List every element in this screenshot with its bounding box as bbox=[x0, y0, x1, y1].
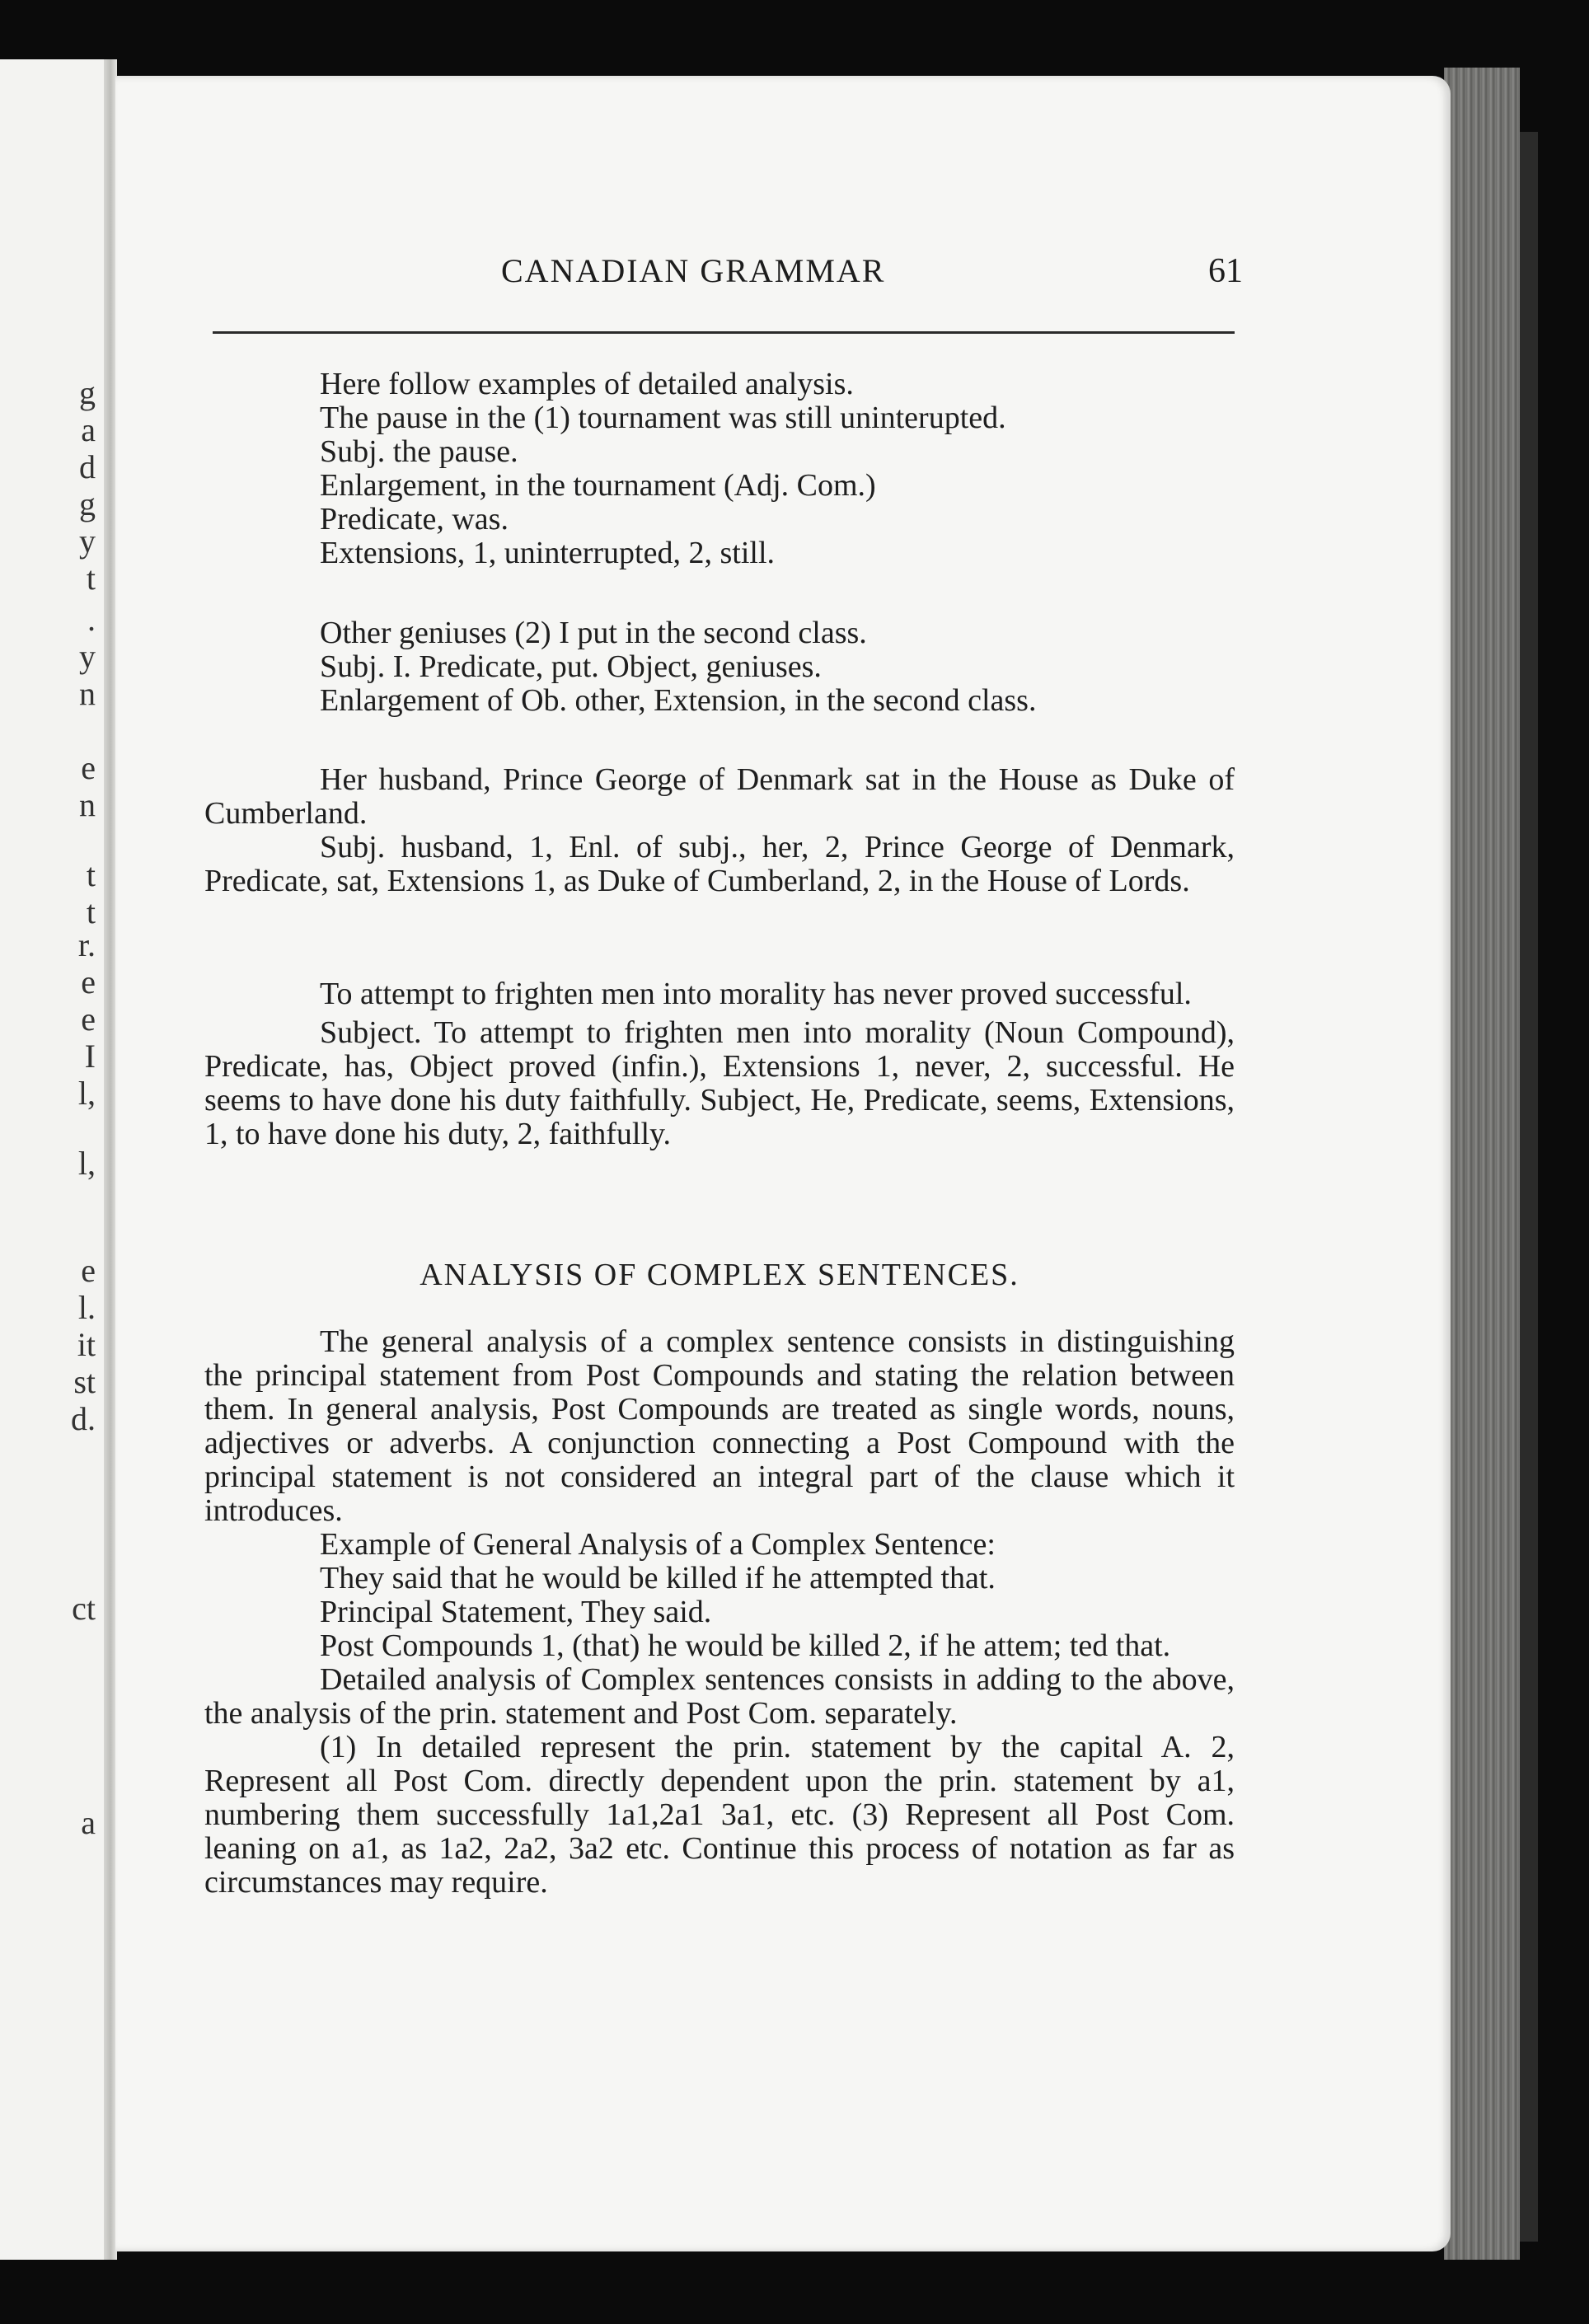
text-line: Extensions, 1, uninterrupted, 2, still. bbox=[320, 536, 776, 570]
facing-page-fragment: a bbox=[81, 1804, 96, 1841]
text-line: Subj. the pause. bbox=[320, 434, 518, 469]
facing-page-fragment: e bbox=[81, 1252, 96, 1289]
section-heading: ANALYSIS OF COMPLEX SENTENCES. bbox=[420, 1258, 1019, 1292]
running-head: CANADIAN GRAMMAR bbox=[501, 252, 886, 289]
example-detailed-analysis-1 bbox=[320, 368, 1243, 570]
facing-page-fragment: d bbox=[79, 448, 96, 485]
facing-page bbox=[0, 59, 109, 2260]
text-line: Subj. I. Predicate, put. Object, geniuses. bbox=[320, 649, 822, 684]
text-line: Predicate, was. bbox=[320, 502, 509, 536]
complex-sentences-body bbox=[204, 1325, 1235, 1900]
facing-page-fragment: it bbox=[77, 1326, 96, 1363]
facing-page-text-fragments bbox=[0, 59, 99, 2260]
page-edges bbox=[1444, 68, 1520, 2260]
example-detailed-analysis-3 bbox=[204, 763, 1235, 898]
facing-page-fragment: . bbox=[87, 601, 96, 638]
facing-page-fragment: n bbox=[79, 675, 96, 712]
post-compounds: Post Compounds 1, (that) he would be killed 2, if he attem; ted that. bbox=[320, 1628, 1171, 1663]
facing-page-fragment: a bbox=[81, 411, 96, 448]
facing-page-fragment: y bbox=[79, 522, 96, 560]
header-rule bbox=[213, 331, 1235, 334]
example-heading: Example of General Analysis of a Complex Sentence: bbox=[320, 1527, 996, 1562]
page-header bbox=[213, 251, 1243, 301]
example-detailed-analysis-2 bbox=[320, 616, 1243, 718]
facing-page-fragment: g bbox=[79, 485, 96, 522]
facing-page-fragment: r. bbox=[77, 926, 96, 963]
example-sentence: To attempt to frighten men into morality has never proved successful. bbox=[320, 977, 1192, 1011]
principal-statement: Principal Statement, They said. bbox=[320, 1595, 712, 1629]
facing-page-fragment: t bbox=[86, 893, 96, 930]
example-sentence: Her husband, Prince George of Denmark sat in the House as Duke of Cumberland. bbox=[204, 762, 1235, 831]
text-line: Other geniuses (2) I put in the second class. bbox=[320, 616, 867, 650]
facing-page-fragment: st bbox=[73, 1363, 96, 1400]
facing-page-fragment: d. bbox=[71, 1400, 96, 1437]
facing-page-fragment: t bbox=[86, 856, 96, 893]
facing-page-fragment: n bbox=[79, 786, 96, 823]
body-paragraph: The general analysis of a complex sentence consists in distinguishing the principal statement from Post Compounds and stating the relation between them. In general analysis, Post Compounds are treated as single words, nouns, adjectives or adverbs. A conjunction connecting a Post Compound with the principal statement is not considered an integral part of the clause which it introduces. bbox=[204, 1324, 1235, 1528]
detailed-analysis-paragraph: Detailed analysis of Complex sentences consists in adding to the above, the analysis of the prin. statement and Post Com. separately. bbox=[204, 1662, 1235, 1731]
notation-paragraph: (1) In detailed represent the prin. statement by the capital A. 2, Represent all Post Com. directly dependent upon the prin. statement by a1, numbering them successfully 1a1,2a1 3a1, etc. (3) Represent all Post Com. leaning on a1, as 1a2, 2a2, 3a2 etc. Continue this process of notation as far as circumstances may require. bbox=[204, 1730, 1235, 1900]
example-detailed-analysis-4 bbox=[204, 977, 1235, 1151]
text-line: Enlargement of Ob. other, Extension, in the second class. bbox=[320, 683, 1037, 718]
facing-page-fragment: ct bbox=[72, 1590, 96, 1627]
facing-page-fragment: y bbox=[79, 638, 96, 675]
facing-page-fragment: l. bbox=[77, 1289, 96, 1326]
facing-page-fragment: e bbox=[81, 1000, 96, 1038]
text-line: The pause in the (1) tournament was still uninterupted. bbox=[320, 401, 1006, 435]
facing-page-fragment: I bbox=[84, 1038, 96, 1075]
facing-page-fragment: l, bbox=[77, 1145, 96, 1182]
facing-page-fragment: e bbox=[81, 749, 96, 786]
facing-page-fragment: e bbox=[81, 963, 96, 1000]
facing-page-fragment: g bbox=[79, 374, 96, 411]
facing-page-fragment: l, bbox=[77, 1075, 96, 1112]
example-analysis: Subj. husband, 1, Enl. of subj., her, 2, Prince George of Denmark, Predicate, sat, Extensions 1, as Duke of Cumberland, 2, in the House of Lords. bbox=[204, 830, 1235, 898]
text-line: Here follow examples of detailed analysis. bbox=[320, 367, 854, 401]
book-cover-edge bbox=[1520, 132, 1538, 2242]
facing-page-fragment: t bbox=[86, 560, 96, 597]
text-line: Enlargement, in the tournament (Adj. Com.) bbox=[320, 468, 876, 503]
example-sentence: They said that he would be killed if he attempted that. bbox=[320, 1561, 996, 1595]
example-analysis: Subject. To attempt to frighten men into morality (Noun Compound), Predicate, has, Object proved (infin.), Extensions 1, never, 2, successful. He seems to have done his duty faithfully. Subject, He, Predicate, seems, Extensions, 1, to have done his duty, 2, faithfully. bbox=[204, 1015, 1235, 1151]
page-number: 61 bbox=[1208, 252, 1243, 290]
